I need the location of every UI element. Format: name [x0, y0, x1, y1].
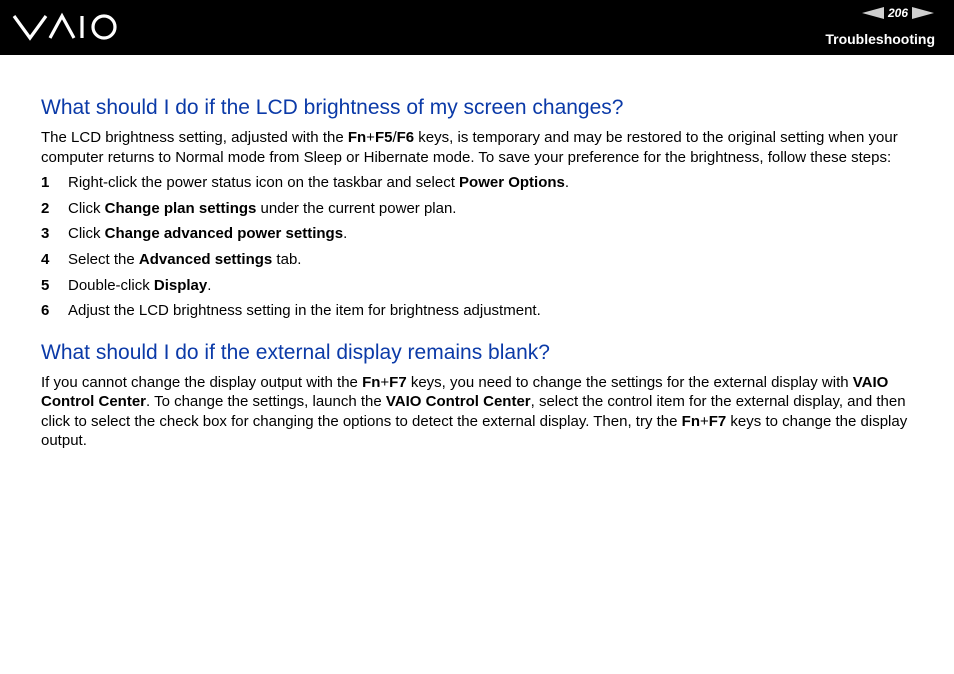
step-item: 5 Double-click Display. [41, 276, 212, 294]
previous-page-icon[interactable] [862, 7, 884, 19]
page-number: 206 [887, 6, 908, 20]
steps-list [41, 173, 921, 321]
section-label: Troubleshooting [825, 31, 935, 47]
heading-lcd-brightness: What should I do if the LCD brightness of my screen changes? [41, 96, 624, 119]
page-content [41, 94, 921, 451]
step-item: 2 Click Change plan settings under the current power plan. [41, 199, 457, 217]
step-item: 3 Click Change advanced power settings. [41, 225, 348, 243]
vaio-logo [12, 12, 120, 42]
next-page-icon[interactable] [912, 7, 934, 19]
heading-external-display: What should I do if the external display remains blank? [41, 340, 550, 364]
page-header [0, 0, 954, 55]
page-navigator [862, 6, 934, 20]
step-item: 6 Adjust the LCD brightness setting in the item for brightness adjustment. [41, 302, 541, 320]
external-display-paragraph: If you cannot change the display output with the Fn+F7 keys, you need to change the settings for the external display with VAIO Control Center. To change the settings, launch the VAIO Control Center, select the control item for the external display, and then click to select the check box for changing the options to detect the external display. Then, try the Fn+F7 keys to change the display output. [41, 373, 908, 450]
lcd-intro-paragraph: The LCD brightness setting, adjusted with the Fn+F5/F6 keys, is temporary and may be restored to the original setting when your computer returns to Normal mode from Sleep or Hibernate mode. To save your preference for the brightness, follow these steps: [41, 129, 898, 166]
step-item: 4 Select the Advanced settings tab. [41, 251, 302, 269]
step-item: 1 Right-click the power status icon on the taskbar and select Power Options. [41, 174, 570, 191]
